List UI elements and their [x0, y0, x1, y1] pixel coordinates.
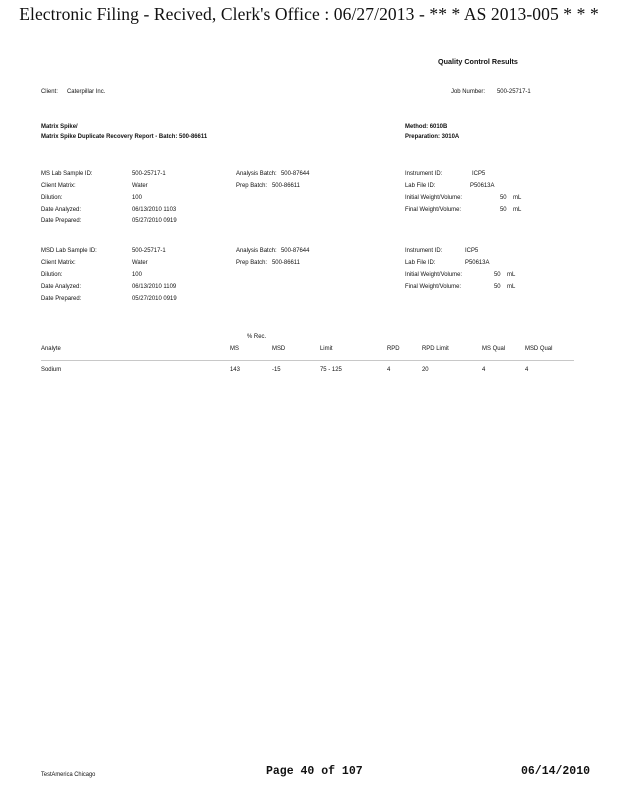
ms-client-matrix-label: Client Matrix:	[41, 182, 76, 189]
msd-initial-wv-value: 50	[494, 271, 501, 278]
ms-initial-wv-value: 50	[500, 194, 507, 201]
ms-date-analyzed-label: Date Analyzed:	[41, 206, 81, 213]
msd-dilution-label: Dilution:	[41, 271, 63, 278]
col-header-rpd: RPD	[387, 345, 400, 352]
footer-lab-name: TestAmerica Chicago	[41, 771, 96, 778]
cell-ms-qual: 4	[482, 366, 486, 373]
msd-date-prepared-value: 05/27/2010 0919	[132, 295, 177, 302]
ms-dilution-value: 100	[132, 194, 142, 201]
col-header-ms: MS	[230, 345, 239, 352]
msd-lab-sample-id-label: MSD Lab Sample ID:	[41, 247, 97, 254]
msd-instrument-id-value: ICP5	[465, 247, 479, 254]
filing-banner: Electronic Filing - Recived, Clerk's Office : 06/27/2013 - ** * AS 2013-005 * * *	[19, 4, 599, 24]
msd-final-wv-unit: mL	[507, 283, 516, 290]
job-number-value: 500-25717-1	[497, 88, 531, 95]
job-number-label: Job Number:	[451, 88, 486, 95]
col-header-limit: Limit	[320, 345, 333, 352]
msd-date-prepared-label: Date Prepared:	[41, 295, 82, 302]
pct-rec-group-header: % Rec.	[247, 333, 267, 340]
cell-rpd: 4	[387, 366, 391, 373]
col-header-ms-qual: MS Qual	[482, 345, 506, 352]
msd-prep-batch-value: 500-86611	[272, 259, 300, 266]
msd-analysis-batch-label: Analysis Batch:	[236, 247, 277, 254]
ms-instrument-id-label: Instrument ID:	[405, 170, 443, 177]
ms-final-wv-label: Final Weight/Volume:	[405, 206, 462, 213]
msd-initial-wv-label: Initial Weight/Volume:	[405, 271, 463, 278]
ms-dilution-label: Dilution:	[41, 194, 63, 201]
table-header-divider	[41, 360, 574, 361]
ms-date-analyzed-value: 06/13/2010 1103	[132, 206, 177, 213]
report-title: Quality Control Results	[438, 57, 518, 66]
ms-date-prepared-value: 05/27/2010 0919	[132, 217, 177, 224]
footer-page-number: Page 40 of 107	[266, 765, 363, 778]
ms-analysis-batch-value: 500-87644	[281, 170, 310, 177]
method-label: Method: 6010B	[405, 123, 448, 130]
col-header-analyte: Analyte	[41, 345, 61, 352]
ms-prep-batch-value: 500-86611	[272, 182, 300, 189]
cell-analyte: Sodium	[41, 366, 62, 373]
msd-final-wv-label: Final Weight/Volume:	[405, 283, 462, 290]
cell-msd: -15	[272, 366, 281, 373]
section-title-line1: Matrix Spike/	[41, 123, 78, 130]
ms-lab-sample-id-label: MS Lab Sample ID:	[41, 170, 93, 177]
msd-dilution-value: 100	[132, 271, 142, 278]
col-header-msd-qual: MSD Qual	[525, 345, 553, 352]
msd-final-wv-value: 50	[494, 283, 501, 290]
ms-lab-file-id-value: P50613A	[470, 182, 495, 189]
msd-instrument-id-label: Instrument ID:	[405, 247, 443, 254]
msd-analysis-batch-value: 500-87644	[281, 247, 310, 254]
cell-limit: 75 - 125	[320, 366, 342, 373]
preparation-label: Preparation: 3010A	[405, 133, 460, 140]
msd-date-analyzed-value: 06/13/2010 1109	[132, 283, 177, 290]
ms-initial-wv-label: Initial Weight/Volume:	[405, 194, 463, 201]
ms-final-wv-value: 50	[500, 206, 507, 213]
ms-final-wv-unit: mL	[513, 206, 522, 213]
ms-prep-batch-label: Prep Batch:	[236, 182, 268, 189]
msd-lab-file-id-value: P50613A	[465, 259, 490, 266]
msd-initial-wv-unit: mL	[507, 271, 516, 278]
client-label: Client:	[41, 88, 58, 95]
msd-date-analyzed-label: Date Analyzed:	[41, 283, 81, 290]
msd-lab-sample-id-value: 500-25717-1	[132, 247, 166, 254]
ms-lab-sample-id-value: 500-25717-1	[132, 170, 166, 177]
cell-rpd-limit: 20	[422, 366, 429, 373]
col-header-rpd-limit: RPD Limit	[422, 345, 449, 352]
col-header-msd: MSD	[272, 345, 286, 352]
cell-ms: 143	[230, 366, 240, 373]
msd-client-matrix-label: Client Matrix:	[41, 259, 76, 266]
msd-lab-file-id-label: Lab File ID:	[405, 259, 436, 266]
ms-analysis-batch-label: Analysis Batch:	[236, 170, 277, 177]
msd-client-matrix-value: Water	[132, 259, 148, 266]
msd-prep-batch-label: Prep Batch:	[236, 259, 268, 266]
ms-instrument-id-value: ICP5	[472, 170, 486, 177]
ms-initial-wv-unit: mL	[513, 194, 522, 201]
footer-date: 06/14/2010	[521, 765, 591, 778]
cell-msd-qual: 4	[525, 366, 529, 373]
ms-lab-file-id-label: Lab File ID:	[405, 182, 436, 189]
section-title-line2: Matrix Spike Duplicate Recovery Report - Batch: 500-86611	[41, 133, 208, 140]
ms-date-prepared-label: Date Prepared:	[41, 217, 82, 224]
ms-client-matrix-value: Water	[132, 182, 148, 189]
client-value: Caterpillar Inc.	[67, 88, 106, 95]
